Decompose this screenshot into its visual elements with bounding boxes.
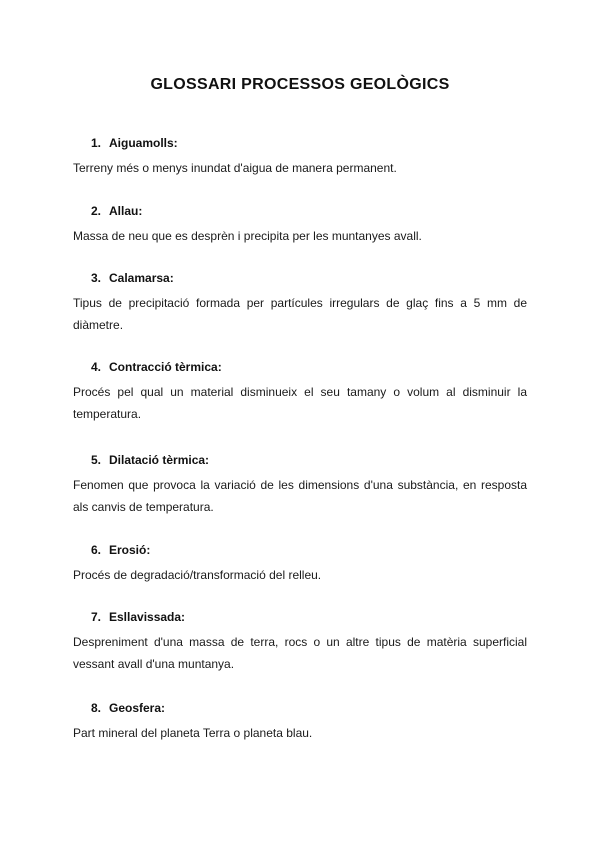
- glossary-entry-aiguamolls: [73, 135, 527, 179]
- glossary-entry-esllavissada: [73, 609, 527, 675]
- term-number: 7.: [91, 610, 102, 624]
- term-number: 2.: [91, 204, 102, 218]
- glossary-term: [73, 203, 527, 219]
- glossary-entry-dilatacio-termica: [73, 452, 527, 518]
- glossary-term: [73, 609, 527, 625]
- term-label: Allau:: [109, 204, 143, 218]
- term-number: 8.: [91, 701, 102, 715]
- glossary-definition: Procés pel qual un material disminueix el seu tamany o volum al disminuir la temperatura.: [73, 385, 527, 421]
- term-label: Erosió:: [109, 543, 151, 557]
- glossary-definition: Tipus de precipitació formada per partícules irregulars de glaç fins a 5 mm de diàmetre.: [73, 296, 527, 332]
- glossary-definition: Terreny més o menys inundat d'aigua de manera permanent.: [73, 161, 397, 175]
- glossary-entry-contraccio-termica: [73, 359, 527, 425]
- term-number: 3.: [91, 271, 102, 285]
- glossary-term: [73, 700, 527, 716]
- glossary-definition: Massa de neu que es desprèn i precipita per les muntanyes avall.: [73, 229, 422, 243]
- glossary-term: [73, 452, 527, 468]
- term-label: Dilatació tèrmica:: [109, 453, 210, 467]
- glossary-entry-calamarsa: [73, 270, 527, 336]
- term-number: 5.: [91, 453, 102, 467]
- glossary-definition: Fenomen que provoca la variació de les dimensions d'una substància, en resposta als canvis de temperatura.: [73, 478, 527, 514]
- glossary-definition: Procés de degradació/transformació del relleu.: [73, 568, 322, 582]
- glossary-term: [73, 542, 527, 558]
- term-label: Contracció tèrmica:: [109, 360, 222, 374]
- term-label: Aiguamolls:: [109, 136, 178, 150]
- glossary-definition: Part mineral del planeta Terra o planeta blau.: [73, 726, 313, 740]
- glossary-entry-allau: [73, 203, 527, 247]
- page-title: GLOSSARI PROCESSOS GEOLÒGICS: [150, 76, 450, 93]
- term-label: Esllavissada:: [109, 610, 186, 624]
- glossary-term: [73, 270, 527, 286]
- term-label: Geosfera:: [109, 701, 166, 715]
- glossary-term: [73, 359, 527, 375]
- glossary-term: [73, 135, 527, 151]
- term-number: 1.: [91, 136, 102, 150]
- term-number: 6.: [91, 543, 102, 557]
- term-number: 4.: [91, 360, 102, 374]
- glossary-definition: Despreniment d'una massa de terra, rocs o un altre tipus de matèria superficial vessant avall d'una muntanya.: [73, 635, 527, 671]
- glossary-entry-erosio: [73, 542, 527, 586]
- term-label: Calamarsa:: [109, 271, 174, 285]
- glossary-entry-geosfera: [73, 700, 527, 744]
